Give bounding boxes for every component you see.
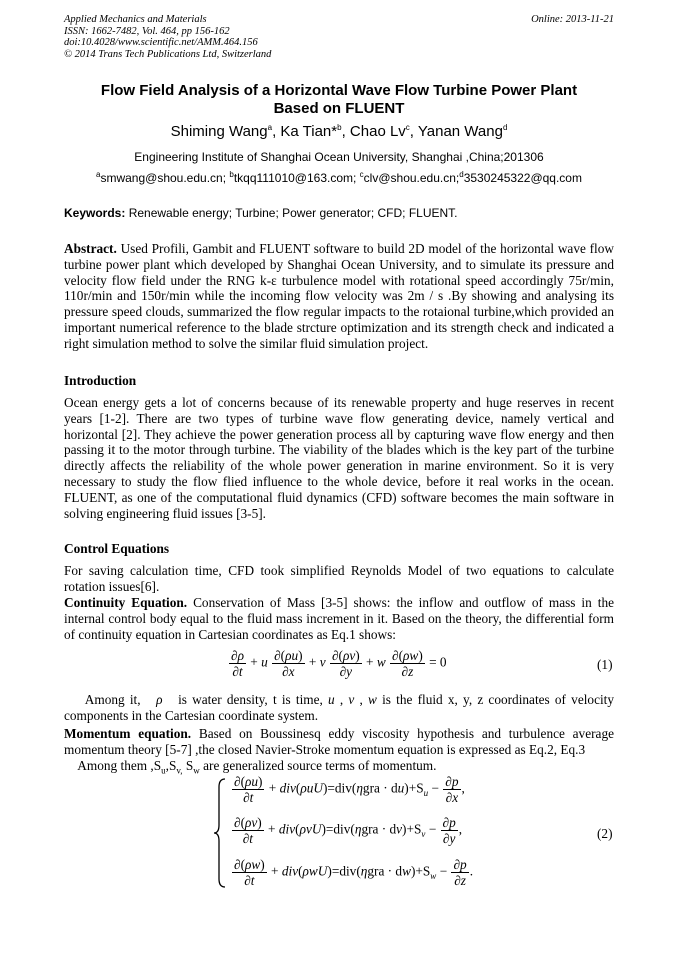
introduction-heading: Introduction <box>64 373 137 388</box>
affiliation: Engineering Institute of Shanghai Ocean University, Shanghai ,China;201306 <box>134 150 544 164</box>
title-line-2: Based on FLUENT <box>273 100 405 117</box>
keywords <box>64 206 614 220</box>
email-sup: d <box>459 170 464 179</box>
email-sup: a <box>96 170 101 179</box>
among-them-a: Among them ,S <box>77 758 162 773</box>
among-it-paragraph: Among it, ρ is water density, t is time, u , v , w is the fluid x, y, z coordinates of velocity components in the Cartesian coordinate system. <box>64 692 615 723</box>
momentum-paragraph <box>64 726 614 758</box>
online-date: Online: 2013-11-21 <box>531 14 614 25</box>
abstract-text: Used Profili, Gambit and FLUENT software to build 2D model of the horizontal wave flow turbine power plant which developed by Shanghai Ocean University, and to simulate its pressure and velocity flow field under the RNG k-ε turbulence model with rotational speed accordingly 75r/min, 110r/min and 150r/min while the incoming flow velocity was 2m / s .By showing and analysing its pressure speed clouds, summarized the flow regular impacts to the rotaional turbine,which provided an important numerical reference to the blade strcture optimization and its strength check and indicated a right simulation method to solve the similar fluid simulation project. <box>64 241 614 351</box>
journal-header <box>64 14 614 60</box>
paper-title <box>64 82 614 118</box>
among-them-line: Among them $,S_u,S_{v,}$ $S_w$ are generalized source terms of momentum. <box>77 758 437 776</box>
author-sup: b <box>337 123 342 132</box>
abstract-label: Abstract. <box>64 241 117 256</box>
control-intro: For saving calculation time, CFD took simplified Reynolds Model of two equations to calculate rotation issues[6]. <box>64 563 614 594</box>
email-sup: b <box>229 170 234 179</box>
title-line-1: Flow Field Analysis of a Horizontal Wave Flow Turbine Power Plant <box>100 82 578 99</box>
equation-1: $\frac{\partial\rho}{\partial t}$ + u $\frac{\partial(\rho u)}{\partial x}$ + v $\frac{\partial(\rho v)}{\partial y}$ + w $\frac{\partial(\rho w)}{\partial z}$ = 0 <box>231 648 447 679</box>
equation-1-number: (1) <box>597 657 613 672</box>
among-it-b: is water density, t is time, <box>178 692 323 707</box>
among-it-c: is the fluid x, y, z coordinates of velocity components in the Cartesian coordinate system. <box>64 692 615 723</box>
email-address[interactable]: 3530245322@qq.com <box>463 171 582 185</box>
momentum-label: Momentum equation. <box>64 726 192 741</box>
doi-line: doi:10.4028/www.scientific.net/AMM.464.156 <box>64 37 258 48</box>
keywords-label: Keywords: <box>64 206 126 220</box>
email-address[interactable]: tkqq111010@163.com; <box>233 171 357 185</box>
among-them-b: are generalized source terms of momentum. <box>203 758 437 773</box>
issn-line: ISSN: 1662-7482, Vol. 464, pp 156-162 <box>64 25 230 37</box>
author-name: Yanan Wang <box>417 123 503 140</box>
journal-name: Applied Mechanics and Materials <box>64 14 207 25</box>
continuity-label: Continuity Equation. <box>64 595 188 610</box>
equation-2-line-1: $\frac{\partial(\rho u)}{\partial t}$ + $div(\rho uU)=div(\eta gra \cdot du)+S_u$ − $\frac{\partial p}{\partial x}$ , <box>234 774 465 805</box>
email-sup: c <box>359 170 364 179</box>
continuity-text: Conservation of Mass [3-5] shows: the inflow and outflow of mass in the internal control body equal to the fluid mass increment in it. Based on the theory, the differential form of continuity equation in Cartesian coordinates as Eq.1 shows: <box>64 595 614 642</box>
author-sup: a <box>267 123 273 132</box>
email-address[interactable]: smwang@shou.edu.cn; <box>100 171 227 185</box>
author-list: Shiming Wang$^a$, Ka Tian*$^b$, Chao Lv$^c$, Yanan Wang$^d$ <box>170 123 508 140</box>
abstract <box>64 241 614 352</box>
author-name: Shiming Wang <box>170 123 268 140</box>
author-sup: c <box>405 123 410 132</box>
author-sup: d <box>502 123 508 132</box>
email-list <box>64 171 614 185</box>
author-name: Ka Tian* <box>280 123 338 140</box>
email-address[interactable]: clv@shou.edu.cn; <box>363 171 460 185</box>
keywords-text: Renewable energy; Turbine; Power generator; CFD; FLUENT. <box>128 206 458 220</box>
control-equations-heading: Control Equations <box>64 541 170 556</box>
equation-2-line-3: $\frac{\partial(\rho w)}{\partial t}$ + $div(\rho wU)=div(\eta gra \cdot dw)+S_w$ − $\frac{\partial p}{\partial z}$ . <box>234 857 474 888</box>
author-name: Chao Lv <box>349 123 406 140</box>
equation-brace <box>213 777 227 889</box>
continuity-paragraph <box>64 595 614 642</box>
copyright-line: © 2014 Trans Tech Publications Ltd, Switzerland <box>64 48 272 60</box>
equation-2-line-2: $\frac{\partial(\rho v)}{\partial t}$ + $div(\rho vU)=div(\eta gra \cdot dv)+S_v$ − $\frac{\partial p}{\partial y}$ , <box>234 815 463 846</box>
equation-2-number: (2) <box>597 826 613 841</box>
introduction-text: Ocean energy gets a lot of concerns because of its renewable property and huge reserves in recent years [1-2]. There are two types of turbine wave flow generating device, namely vertical and horizontal [2]. They achieve the power generation process all by capturing wave flow energy and then passing it to the motor through turbine. The viability of the blades which is the key part of the turbine directly affects the reliability of the whole power generation in marine environment. So it is very necessary to study the flow flied influence to the whole device, before it real works in the ocean. FLUENT, as one of the computational fluid dynamics (CFD) software becomes the main software in solving engineering fluid issues [3-5]. <box>64 395 614 521</box>
among-it-a: Among it, <box>84 692 141 707</box>
momentum-text: Based on Boussinesq eddy viscosity hypothesis and turbulence average momentum theory [5-7] ,the closed Navier-Stroke momentum equation is expressed as Eq.2, Eq.3 <box>64 726 614 757</box>
